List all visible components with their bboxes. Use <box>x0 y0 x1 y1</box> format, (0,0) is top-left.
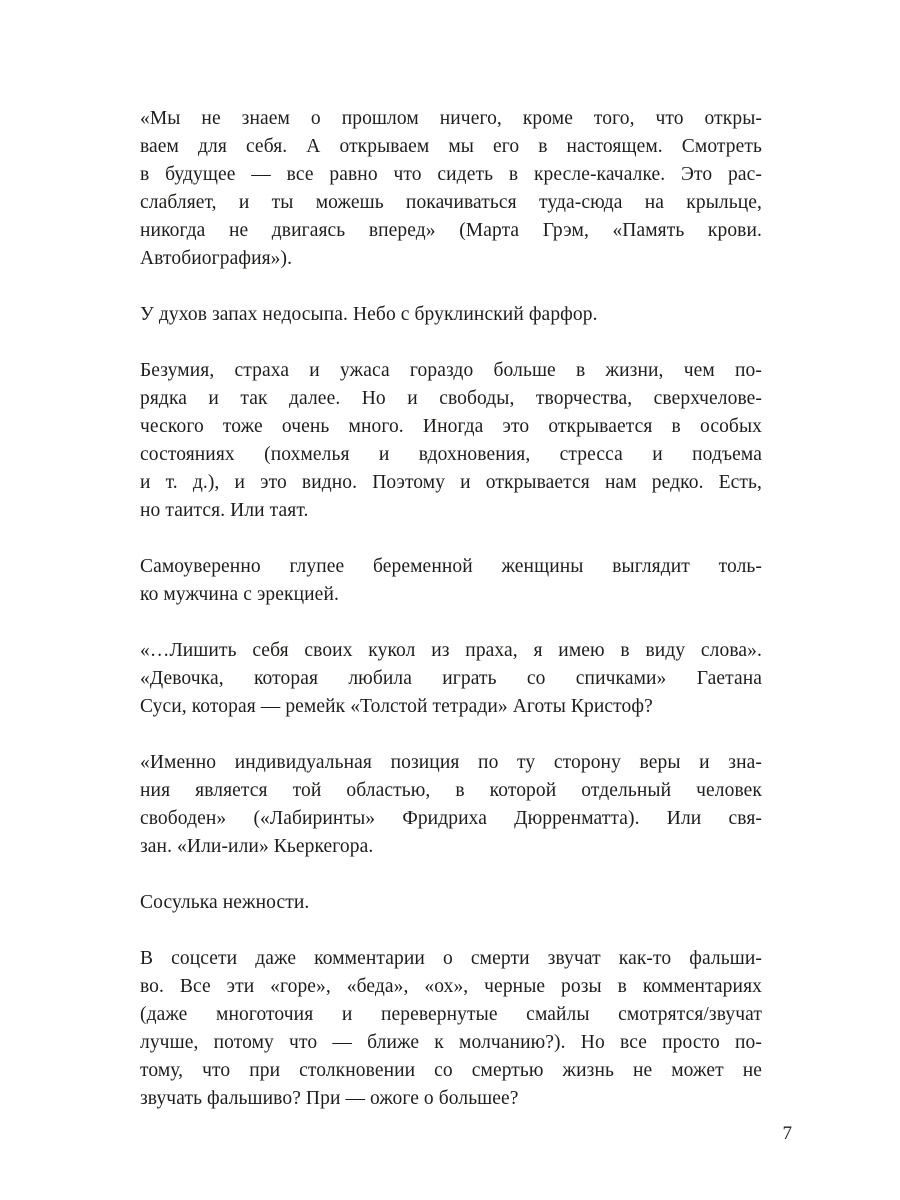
text-line: ния является той областью, в которой отдельный человек <box>140 780 762 801</box>
text-line: В соцсети даже комментарии о смерти звучат как-то фальши- <box>140 948 762 969</box>
text-line: рядка и так далее. Но и свободы, творчества, сверхчелове- <box>140 388 762 409</box>
text-line: Суси, которая — ремейк «Толстой тетради» Аготы Кристоф? <box>140 696 653 717</box>
paragraph <box>140 301 762 329</box>
text-line: тому, что при столкновении со смертью жизнь не может не <box>140 1060 762 1081</box>
text-line: Самоуверенно глупее беременной женщины выглядит толь- <box>140 556 762 577</box>
paragraph <box>140 637 762 721</box>
paragraph <box>140 889 762 917</box>
text-line: «Девочка, которая любила играть со спичками» Гаетана <box>140 668 762 689</box>
text-line: «Мы не знаем о прошлом ничего, кроме того, что откры- <box>140 108 762 129</box>
text-line: звучать фальшиво? При — ожоге о большее? <box>140 1088 519 1109</box>
page-number: 7 <box>782 1123 792 1144</box>
text-line: Сосулька нежности. <box>140 892 310 913</box>
text-line: ко мужчина с эрекцией. <box>140 584 339 605</box>
text-line: «Именно индивидуальная позиция по ту сторону веры и зна- <box>140 752 762 773</box>
text-line: и т. д.), и это видно. Поэтому и открывается нам редко. Есть, <box>140 472 762 493</box>
text-line: Автобиография»). <box>140 248 293 269</box>
paragraph <box>140 553 762 609</box>
text-line: «…Лишить себя своих кукол из праха, я имею в виду слова». <box>140 640 762 661</box>
text-line: У духов запах недосыпа. Небо с бруклинский фарфор. <box>140 304 598 325</box>
paragraph <box>140 105 762 273</box>
text-line: в будущее — все равно что сидеть в кресле-качалке. Это рас- <box>140 164 762 185</box>
text-line: свободен» («Лабиринты» Фридриха Дюрренматта). Или свя- <box>140 808 762 829</box>
page-text <box>140 105 762 1141</box>
text-line: но таится. Или таят. <box>140 500 309 521</box>
text-line: во. Все эти «горе», «беда», «ох», черные розы в комментариях <box>140 976 762 997</box>
text-line: зан. «Или-или» Кьеркегора. <box>140 836 374 857</box>
paragraph <box>140 945 762 1113</box>
text-line: никогда не двигаясь вперед» (Марта Грэм, «Память крови. <box>140 220 762 241</box>
text-line: состояниях (похмелья и вдохновения, стресса и подъема <box>140 444 762 465</box>
paragraph <box>140 749 762 861</box>
text-line: Безумия, страха и ужаса гораздо больше в жизни, чем по- <box>140 360 762 381</box>
text-line: ваем для себя. А открываем мы его в настоящем. Смотреть <box>140 136 762 157</box>
text-line: слабляет, и ты можешь покачиваться туда-сюда на крыльце, <box>140 192 762 213</box>
text-line: лучше, потому что — ближе к молчанию?). Но все просто по- <box>140 1032 762 1053</box>
text-line: (даже многоточия и перевернутые смайлы смотрятся/звучат <box>140 1004 762 1025</box>
text-line: ческого тоже очень много. Иногда это открывается в особых <box>140 416 762 437</box>
paragraph <box>140 357 762 525</box>
